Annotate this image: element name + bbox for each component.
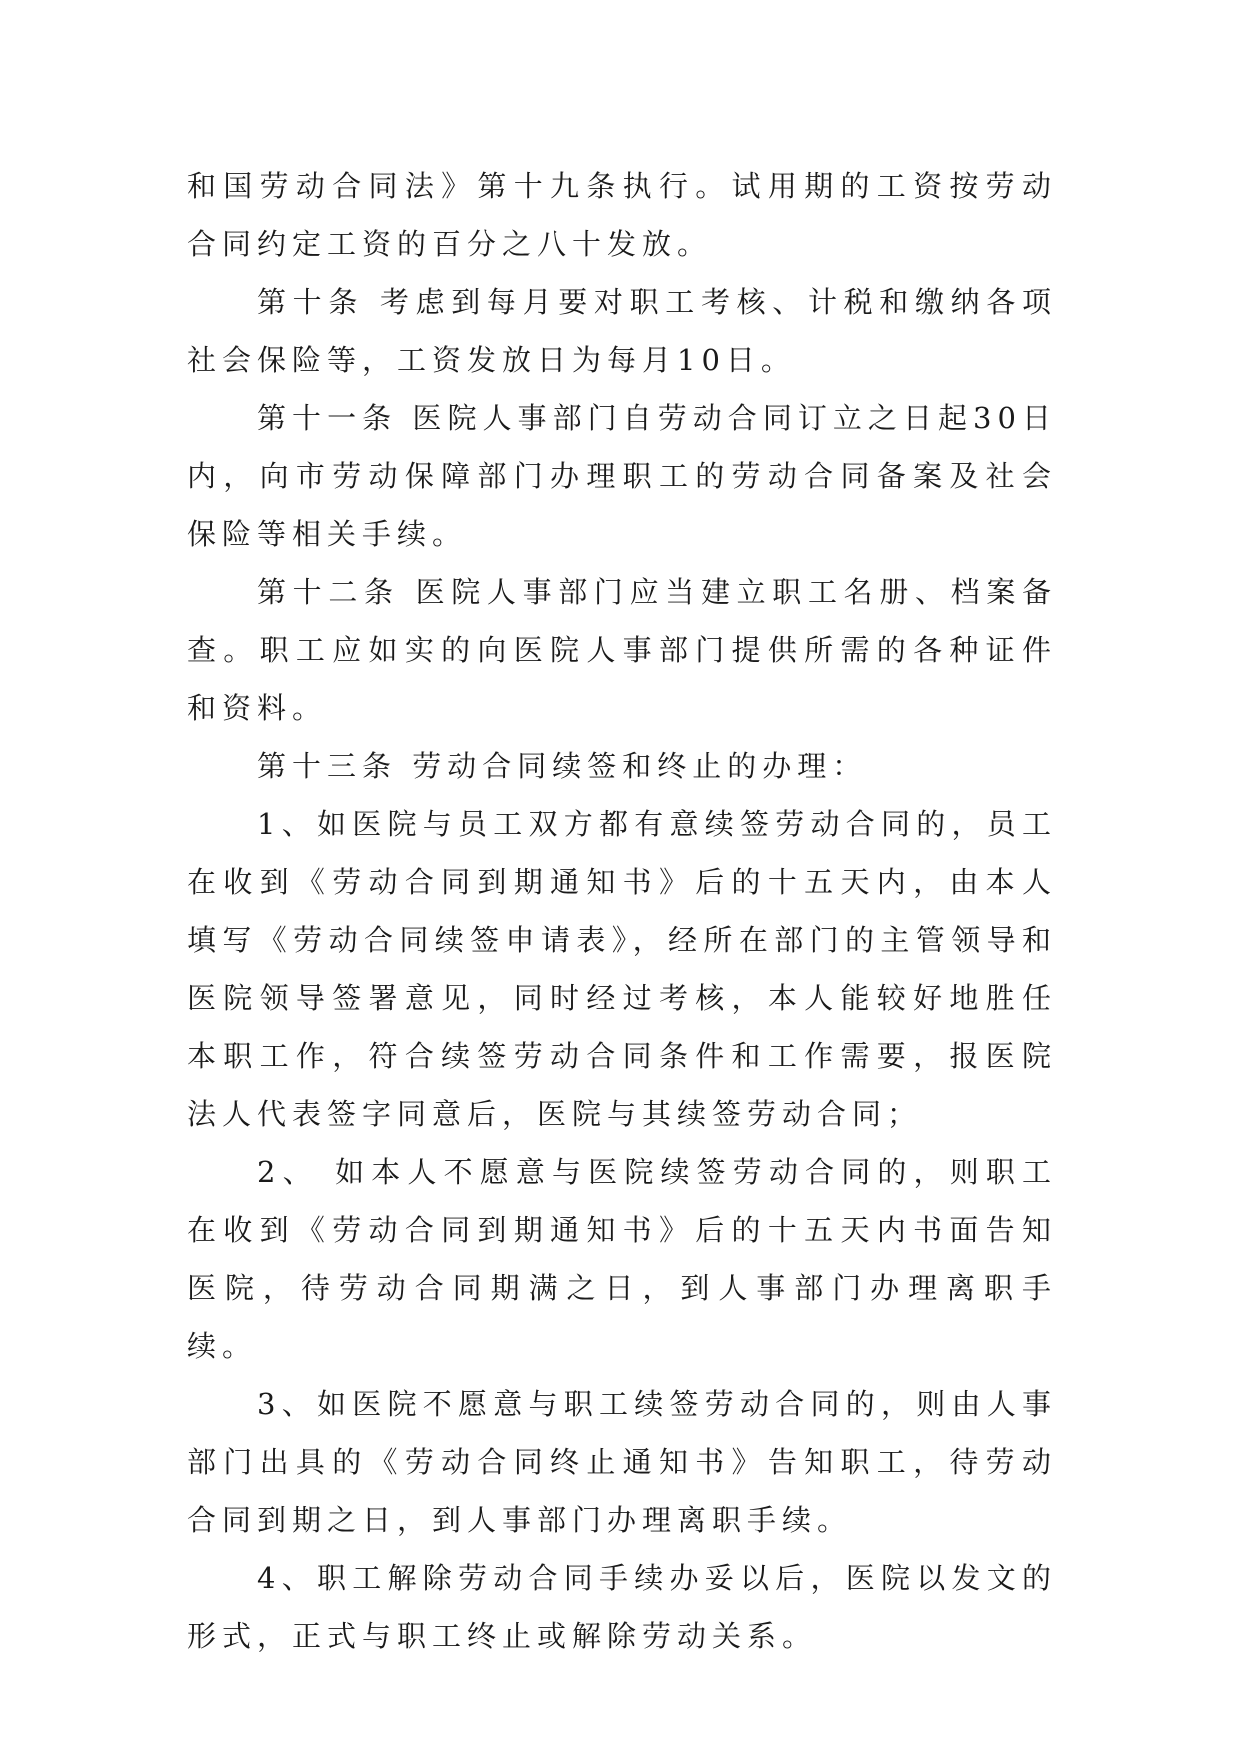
paragraph-article-10: 第十条 考虑到每月要对职工考核、计税和缴纳各项社会保险等，工资发放日为每月10日。 [187,285,1057,377]
paragraph-article-11: 第十一条 医院人事部门自劳动合同订立之日起30日内，向市劳动保障部门办理职工的劳动合同备案及社会保险等相关手续。 [187,401,1057,551]
paragraph-item-3: 3、如医院不愿意与职工续签劳动合同的，则由人事部门出具的《劳动合同终止通知书》告知职工，待劳动合同到期之日，到人事部门办理离职手续。 [187,1387,1057,1537]
document-page [187,157,1057,1665]
paragraph-continuation: 和国劳动合同法》第十九条执行。试用期的工资按劳动合同约定工资的百分之八十发放。 [187,169,1057,261]
paragraph-item-1: 1、如医院与员工双方都有意续签劳动合同的，员工在收到《劳动合同到期通知书》后的十五天内，由本人填写《劳动合同续签申请表》，经所在部门的主管领导和医院领导签署意见，同时经过考核，本人能较好地胜任本职工作，符合续签劳动合同条件和工作需要，报医院法人代表签字同意后，医院与其续签劳动合同； [187,807,1057,1131]
paragraph-item-4: 4、职工解除劳动合同手续办妥以后，医院以发文的形式，正式与职工终止或解除劳动关系。 [187,1561,1057,1653]
paragraph-article-12: 第十二条 医院人事部门应当建立职工名册、档案备查。职工应如实的向医院人事部门提供所需的各种证件和资料。 [187,575,1057,725]
paragraph-article-13: 第十三条 劳动合同续签和终止的办理： [257,749,868,783]
paragraph-item-2: 2、 如本人不愿意与医院续签劳动合同的，则职工在收到《劳动合同到期通知书》后的十五天内书面告知医院，待劳动合同期满之日，到人事部门办理离职手续。 [187,1155,1057,1363]
